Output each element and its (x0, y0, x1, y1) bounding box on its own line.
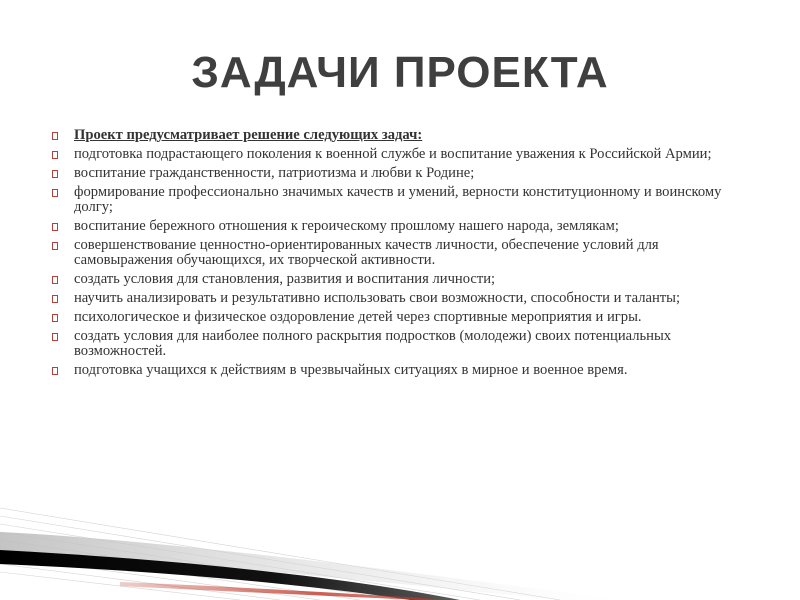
bullet-icon (52, 242, 58, 250)
list-item-text: воспитание гражданственности, патриотизма и любви к Родине; (74, 165, 475, 181)
list-item (52, 272, 752, 287)
slide-title: ЗАДАЧИ ПРОЕКТА (191, 48, 609, 97)
list-item (52, 329, 752, 359)
bullet-icon (52, 367, 58, 375)
list-item-text: подготовка подрастающего поколения к военной службе и воспитание уважения к Российской Армии; (74, 146, 712, 162)
list-intro (52, 128, 752, 143)
bullet-icon (52, 189, 58, 197)
bullet-icon (52, 314, 58, 322)
decorative-swoosh (0, 470, 800, 600)
task-list (52, 128, 752, 382)
list-item (52, 291, 752, 306)
list-item (52, 219, 752, 234)
list-item (52, 363, 752, 378)
list-item-text: научить анализировать и результативно использовать свои возможности, способности и таланты; (74, 290, 681, 306)
bullet-icon (52, 333, 58, 341)
list-item-text: воспитание бережного отношения к героическому прошлому нашего народа, землякам; (74, 218, 619, 234)
bullet-icon (52, 170, 58, 178)
list-item (52, 166, 752, 181)
list-item (52, 147, 752, 162)
list-intro-text: Проект предусматривает решение следующих задач: (74, 127, 423, 143)
list-item-text: формирование профессионально значимых качеств и умений, верности конституционному и воинскому долгу; (74, 184, 722, 215)
list-item (52, 310, 752, 325)
bullet-icon (52, 132, 58, 140)
list-item (52, 238, 752, 268)
bullet-icon (52, 295, 58, 303)
list-item-text: создать условия для становления, развития и воспитания личности; (74, 271, 496, 287)
list-item (52, 185, 752, 215)
bullet-icon (52, 151, 58, 159)
list-item-text: психологическое и физическое оздоровление детей через спортивные мероприятия и игры. (74, 309, 642, 325)
bullet-icon (52, 223, 58, 231)
list-item-text: совершенствование ценностно-ориентированных качеств личности, обеспечение условий для самовыражения обучающихся, их творческой активности. (74, 237, 659, 268)
list-item-text: подготовка учащихся к действиям в чрезвычайных ситуациях в мирное и военное время. (74, 362, 628, 378)
list-item-text: создать условия для наиболее полного раскрытия подростков (молодежи) своих потенциальных возможностей. (74, 328, 672, 359)
bullet-icon (52, 276, 58, 284)
